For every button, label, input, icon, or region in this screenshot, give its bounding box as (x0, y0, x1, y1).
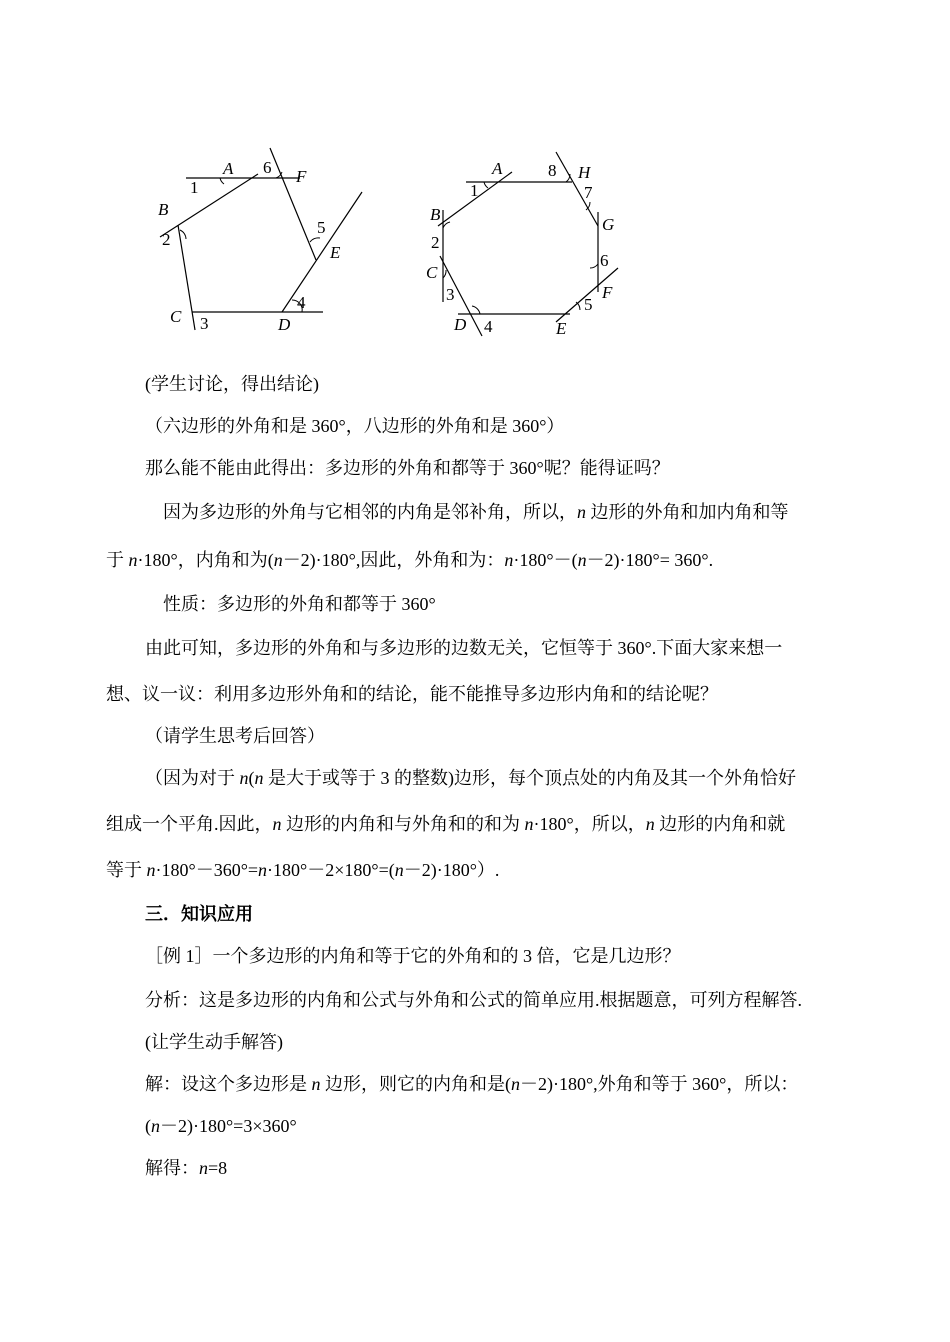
hexagon-side-extension (270, 148, 316, 260)
student-solve-note: (让学生动手解答) (145, 1032, 283, 1052)
section-heading: 三．知识应用 (145, 904, 253, 924)
question-line: 那么能不能由此得出：多边形的外角和都等于 360°呢？能得证吗？ (145, 458, 670, 478)
solution-line-1: 解：设这个多边形是 n 边形，则它的内角和是(n－2)·180°,外角和等于 360°，所以： (145, 1074, 799, 1094)
hexagon-side-extension (160, 174, 258, 237)
angle-label: 4 (297, 293, 306, 312)
vertex-label: A (492, 159, 503, 178)
answer-line-3: 等于 n·180°－360°=n·180°－2×180°=(n－2)·180°）. (106, 860, 500, 880)
angle-arc (443, 222, 450, 228)
proof-line-2: 于 n·180°，内角和为(n－2)·180°,因此，外角和为：n·180°－(n－2)·180°= 360°. (106, 550, 714, 570)
angle-label: 1 (470, 181, 479, 200)
conclusion-note: （六边形的外角和是 360°，八边形的外角和是 360°） (145, 416, 565, 436)
angle-label: 8 (548, 161, 557, 180)
explanation-line-2: 想、议一议：利用多边形外角和的结论，能不能推导多边形内角和的结论呢？ (106, 684, 718, 704)
angle-arc (590, 264, 598, 268)
proof-line-1: 因为多边形的外角与它相邻的内角是邻补角，所以，n 边形的外角和加内角和等 (163, 502, 789, 522)
angle-label: 7 (584, 183, 593, 202)
angle-arc (484, 182, 488, 188)
angle-label: 5 (584, 295, 593, 314)
solution-result: 解得：n=8 (145, 1158, 228, 1178)
angle-arc (472, 306, 480, 314)
angle-label: 6 (263, 158, 272, 177)
figures (140, 140, 640, 350)
angle-label: 1 (190, 178, 199, 197)
analysis-line: 分析：这是多边形的内角和公式与外角和公式的简单应用.根据题意，可列方程解答. (145, 990, 802, 1010)
vertex-label: D (278, 315, 291, 334)
angle-label: 2 (162, 230, 171, 249)
vertex-label: B (158, 200, 169, 219)
octagon-figure (426, 152, 618, 338)
answer-line-1: （因为对于 n(n 是大于或等于 3 的整数)边形，每个顶点处的内角及其一个外角恰好 (145, 768, 796, 788)
example-question: ［例 1］一个多边形的内角和等于它的外角和的 3 倍，它是几边形？ (145, 946, 681, 966)
polygon-figures (140, 140, 640, 350)
angle-label: 3 (200, 314, 209, 333)
answer-line-2: 组成一个平角.因此，n 边形的内角和与外角和的和为 n·180°，所以，n 边形的内角和就 (106, 814, 786, 834)
angle-label: 3 (446, 285, 455, 304)
property-line: 性质：多边形的外角和都等于 360° (163, 594, 436, 614)
vertex-label: E (330, 243, 341, 262)
solution-equation: (n－2)·180°=3×360° (145, 1116, 297, 1136)
vertex-label: C (426, 263, 438, 282)
angle-label: 6 (600, 251, 609, 270)
vertex-label: B (430, 205, 441, 224)
vertex-label: A (223, 159, 234, 178)
vertex-label: E (556, 319, 567, 338)
vertex-label: F (602, 283, 613, 302)
angle-label: 4 (484, 317, 493, 336)
discussion-note: (学生讨论，得出结论) (145, 374, 319, 394)
hexagon-figure (158, 148, 362, 334)
angle-label: 5 (317, 218, 326, 237)
hexagon-side-extension (282, 192, 362, 312)
vertex-label: D (454, 315, 467, 334)
angle-label: 2 (431, 233, 440, 252)
vertex-label: F (296, 167, 307, 186)
vertex-label: G (602, 215, 615, 234)
vertex-label: C (170, 307, 182, 326)
angle-arc (180, 230, 186, 239)
vertex-label: H (578, 163, 591, 182)
explanation-line-1: 由此可知，多边形的外角和与多边形的边数无关，它恒等于 360°.下面大家来想一 (145, 638, 783, 658)
angle-arc (576, 302, 580, 310)
angle-arc (310, 238, 320, 242)
angle-arc (220, 178, 224, 184)
student-answer-note: （请学生思考后回答） (145, 726, 325, 746)
